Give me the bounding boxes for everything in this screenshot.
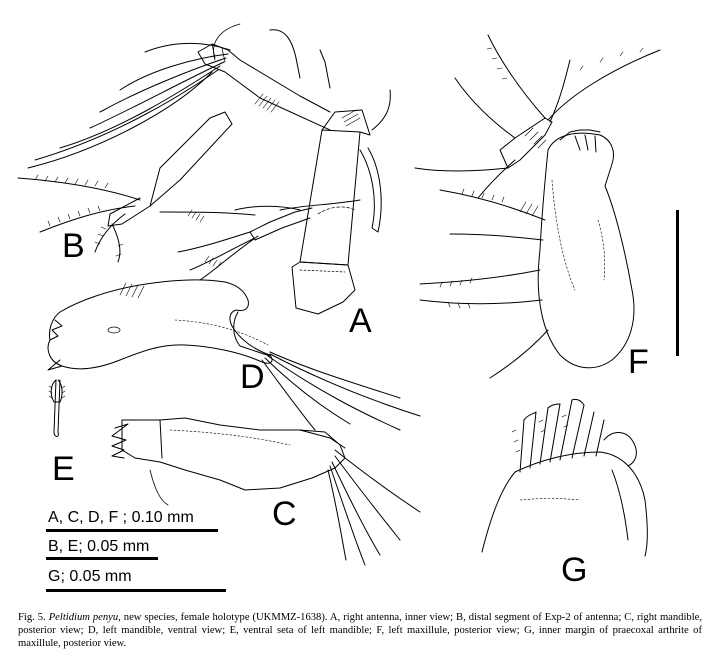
panel-label-d: D [240,358,265,396]
praecoxal-arthrite-drawing [482,399,647,556]
figure-caption [18,611,702,650]
ventral-seta-drawing [49,380,65,437]
panel-label-f: F [628,343,649,381]
exopod-segment-drawing [18,112,232,265]
scale-bar-acdf [46,529,218,532]
maxillule-palp-drawing [415,35,660,198]
panel-label-e: E [52,450,75,488]
right-mandible-drawing [112,418,420,565]
caption-text: new species, female holotype (UKMMZ-1638). A, right antenna, inner view; B, distal segment of Exp-2 of antenna; C, right mandible, posterior view; D, left mandible, ventral view; E, ventral seta of left mandible; F, left maxillule, posterior view; G, inner margin of praecoxal arthrite of maxillule, posterior view. [18,612,703,649]
antenna-drawing [28,24,390,314]
panel-label-a: A [349,302,372,340]
scale-label-acdf: A, C, D, F ; 0.10 mm [48,509,194,526]
panel-label-g: G [561,551,588,589]
scale-bar-vertical [676,210,679,356]
left-maxillule-drawing [420,130,634,378]
scale-bar-be [46,557,158,560]
scale-label-g: G; 0.05 mm [48,568,132,585]
scale-label-be: B, E; 0.05 mm [48,538,150,555]
scale-bar-g [46,589,226,592]
caption-species-name: Peltidium penyu, [48,612,121,623]
caption-fig-label: Fig. 5. [18,612,46,623]
panel-label-c: C [272,495,297,533]
panel-label-b: B [62,227,85,265]
